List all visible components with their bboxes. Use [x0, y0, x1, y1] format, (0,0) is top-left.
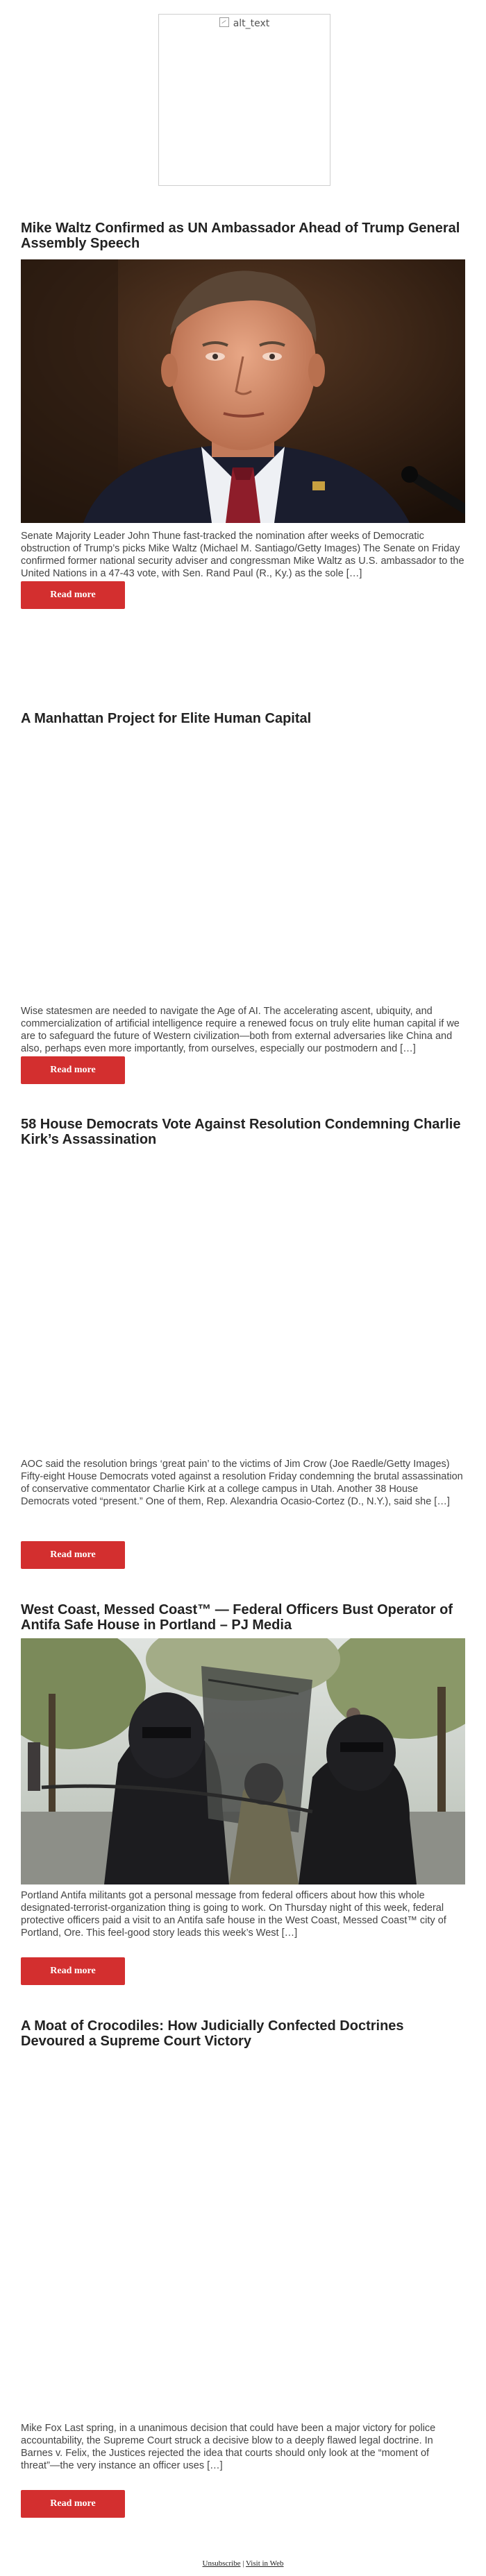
article-excerpt: AOC said the resolution brings ‘great pain’ to the victims of Jim Crow (Joe Raedle/Getty Images) Fifty-eight House Democrats voted against a resolution Friday condemning the brutal assassination of conservative commentator Charlie Kirk at a college campus in Utah. Another 38 House Democrats voted “present.” One of them, Rep. Alexandria Ocasio-Cortez (D., N.Y.), said she […] [21, 1459, 463, 1507]
article-image-placeholder[interactable] [21, 2057, 465, 2349]
article-card-5 [21, 2018, 465, 2532]
header-logo-image [158, 14, 330, 186]
read-more-button[interactable]: Read more [21, 1957, 125, 1985]
article-excerpt: Mike Fox Last spring, in a unanimous decision that could have been a major victory for police accountability, the Supreme Court struck a decisive blow to a deeply flawed legal doctrine. In Barnes v. Felix, the Justices rejected the idea that courts should only look at the “moment of threat”—the very instance an officer uses […] [21, 2423, 436, 2471]
waltz-portrait-illustration [21, 259, 465, 523]
article-title[interactable]: West Coast, Messed Coast™ — Federal Officers Bust Operator of Antifa Safe House in Portland – PJ Media [21, 1602, 453, 1633]
antifa-protest-illustration [21, 1638, 465, 1884]
article-image-placeholder[interactable] [21, 1156, 465, 1419]
read-more-button[interactable]: Read more [21, 1056, 125, 1084]
footer [0, 2559, 486, 2568]
article-image-placeholder[interactable] [21, 735, 465, 998]
article-excerpt: Senate Majority Leader John Thune fast-tracked the nomination after weeks of Democratic obstruction of Trump’s picks Mike Waltz (Michael M. Santiago/Getty Images) The Senate on Friday confirmed former national security adviser and congressman Mike Waltz as U.S. ambassador to the United Nations in a 47-43 vote, with Sen. Rand Paul (R., Ky.) as the sole […] [21, 531, 464, 579]
read-more-button[interactable]: Read more [21, 2490, 125, 2518]
footer-separator: | [242, 2559, 244, 2568]
broken-image-icon [219, 17, 229, 27]
article-title[interactable]: 58 House Democrats Vote Against Resolution Condemning Charlie Kirk’s Assassination [21, 1117, 461, 1147]
article-card-1 [21, 221, 465, 678]
article-excerpt: Wise statesmen are needed to navigate the Age of AI. The accelerating ascent, ubiquity, and commercialization of artificial intelligence require a renewed focus on truly elite human capital if we are to safeguard the future of Western civilization—both from external adversaries like China and also, perhaps even more importantly, from ourselves, especially our postmodern and […] [21, 1006, 460, 1054]
article-title[interactable]: A Manhattan Project for Elite Human Capital [21, 711, 312, 726]
article-title[interactable]: A Moat of Crocodiles: How Judicially Confected Doctrines Devoured a Supreme Court Victory [21, 2018, 404, 2049]
article-excerpt: Portland Antifa militants got a personal message from federal officers about how this whole designated-terrorist-organization thing is going to work. On Thursday night of this week, federal protective officers paid a visit to an Antifa safe house in the West Coast, Messed Coast™ city of Portland, Ore. This feel-good story leads this week’s West […] [21, 1890, 446, 1939]
article-card-2 [21, 711, 465, 1099]
read-more-button[interactable]: Read more [21, 581, 125, 609]
broken-image-placeholder [219, 17, 270, 29]
article-card-4 [21, 1602, 465, 2011]
logo-alt-text: alt_text [233, 18, 270, 29]
visit-in-web-link[interactable]: Visit in Web [246, 2559, 284, 2568]
read-more-button[interactable]: Read more [21, 1541, 125, 1569]
article-title[interactable]: Mike Waltz Confirmed as UN Ambassador Ahead of Trump General Assembly Speech [21, 221, 460, 251]
unsubscribe-link[interactable]: Unsubscribe [202, 2559, 241, 2568]
article-image-antifa[interactable] [21, 1638, 465, 1884]
article-card-3 [21, 1117, 465, 1568]
article-image-waltz[interactable] [21, 259, 465, 523]
